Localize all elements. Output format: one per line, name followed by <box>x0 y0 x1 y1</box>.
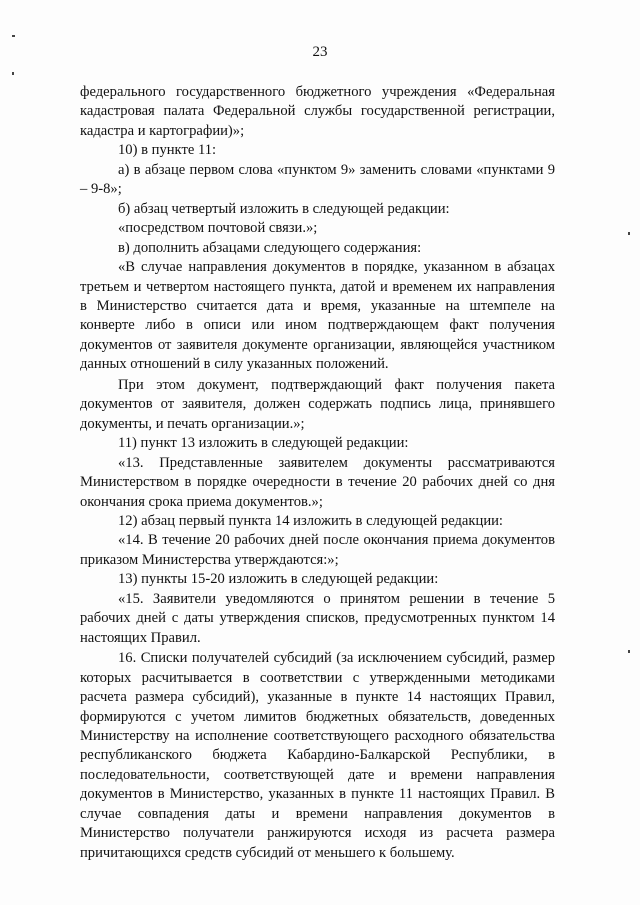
scan-speck <box>12 72 14 75</box>
document-body <box>80 83 555 863</box>
scan-speck <box>628 232 630 235</box>
paragraph-clause-13: «13. Представленные заявителем документы рассматриваются Министерством в порядке очередности в течение 20 рабочих дней со дня окончания срока приема документов.»; <box>80 454 555 510</box>
paragraph-subitem-a: а) в абзаце первом слова «пунктом 9» заменить словами «пунктами 9 – 9-8»; <box>80 161 555 198</box>
scan-speck <box>12 35 15 37</box>
paragraph-quote-documents: «В случае направления документов в порядке, указанном в абзацах третьем и четвертом настоящего пункта, датой и временем их направления в Министерство считается дата и время, указанные на штемпеле на конверте либо в описи или ином подтверждающем факт получения документов от заявителя документе организации, являющейся участником данных отношений в силу указанных положений. <box>80 259 555 373</box>
paragraph-signature-requirement: При этом документ, подтверждающий факт получения пакета документов от заявителя, должен содержать подпись лица, принявшего документы, и печать организации.»; <box>80 376 555 432</box>
paragraph-subitem-v: в) дополнить абзацами следующего содержания: <box>118 239 422 256</box>
page-number: 23 <box>312 44 328 60</box>
paragraph-item-13: 13) пункты 15-20 изложить в следующей редакции: <box>118 571 439 588</box>
scan-speck <box>628 650 630 653</box>
paragraph-item-10: 10) в пункте 11: <box>118 142 217 159</box>
paragraph-clause-16: 16. Списки получателей субсидий (за исключением субсидий, размер которых расчитывается в соответствии с утвержденными методиками расчета размера субсидий), указанные в пункте 14 настоящих Правил, формируются с учетом лимитов бюджетных обязательств, доведенных Министерству на исполнение соответствующего расходного обязательства республиканского бюджета Кабардино-Балкарской Республики, в последовательности, соответствующей дате и времени направления документов в Министерство, указанных в пункте 11 настоящих Правил. В случае совпадения даты и времени направления документов в Министерство получатели ранжируются исходя из расчета размера причитающихся средств субсидий от меньшего к большему. <box>80 650 555 861</box>
paragraph-clause-15: «15. Заявители уведомляются о принятом решении в течение 5 рабочих дней с даты утверждения списков, предусмотренных пунктом 14 настоящих Правил. <box>80 590 555 646</box>
paragraph-clause-14: «14. В течение 20 рабочих дней после окончания приема документов приказом Министерства утверждаются:»; <box>80 532 555 568</box>
paragraph-continuation: федерального государственного бюджетного учреждения «Федеральная кадастровая палата Федеральной службы государственной регистрации, кадастра и картографии)»; <box>80 84 555 139</box>
paragraph-quote-postal: «посредством почтовой связи.»; <box>118 220 318 237</box>
paragraph-subitem-b: б) абзац четвертый изложить в следующей редакции: <box>118 200 450 217</box>
paragraph-item-12: 12) абзац первый пункта 14 изложить в следующей редакции: <box>118 512 503 529</box>
paragraph-item-11: 11) пункт 13 изложить в следующей редакции: <box>118 435 409 452</box>
